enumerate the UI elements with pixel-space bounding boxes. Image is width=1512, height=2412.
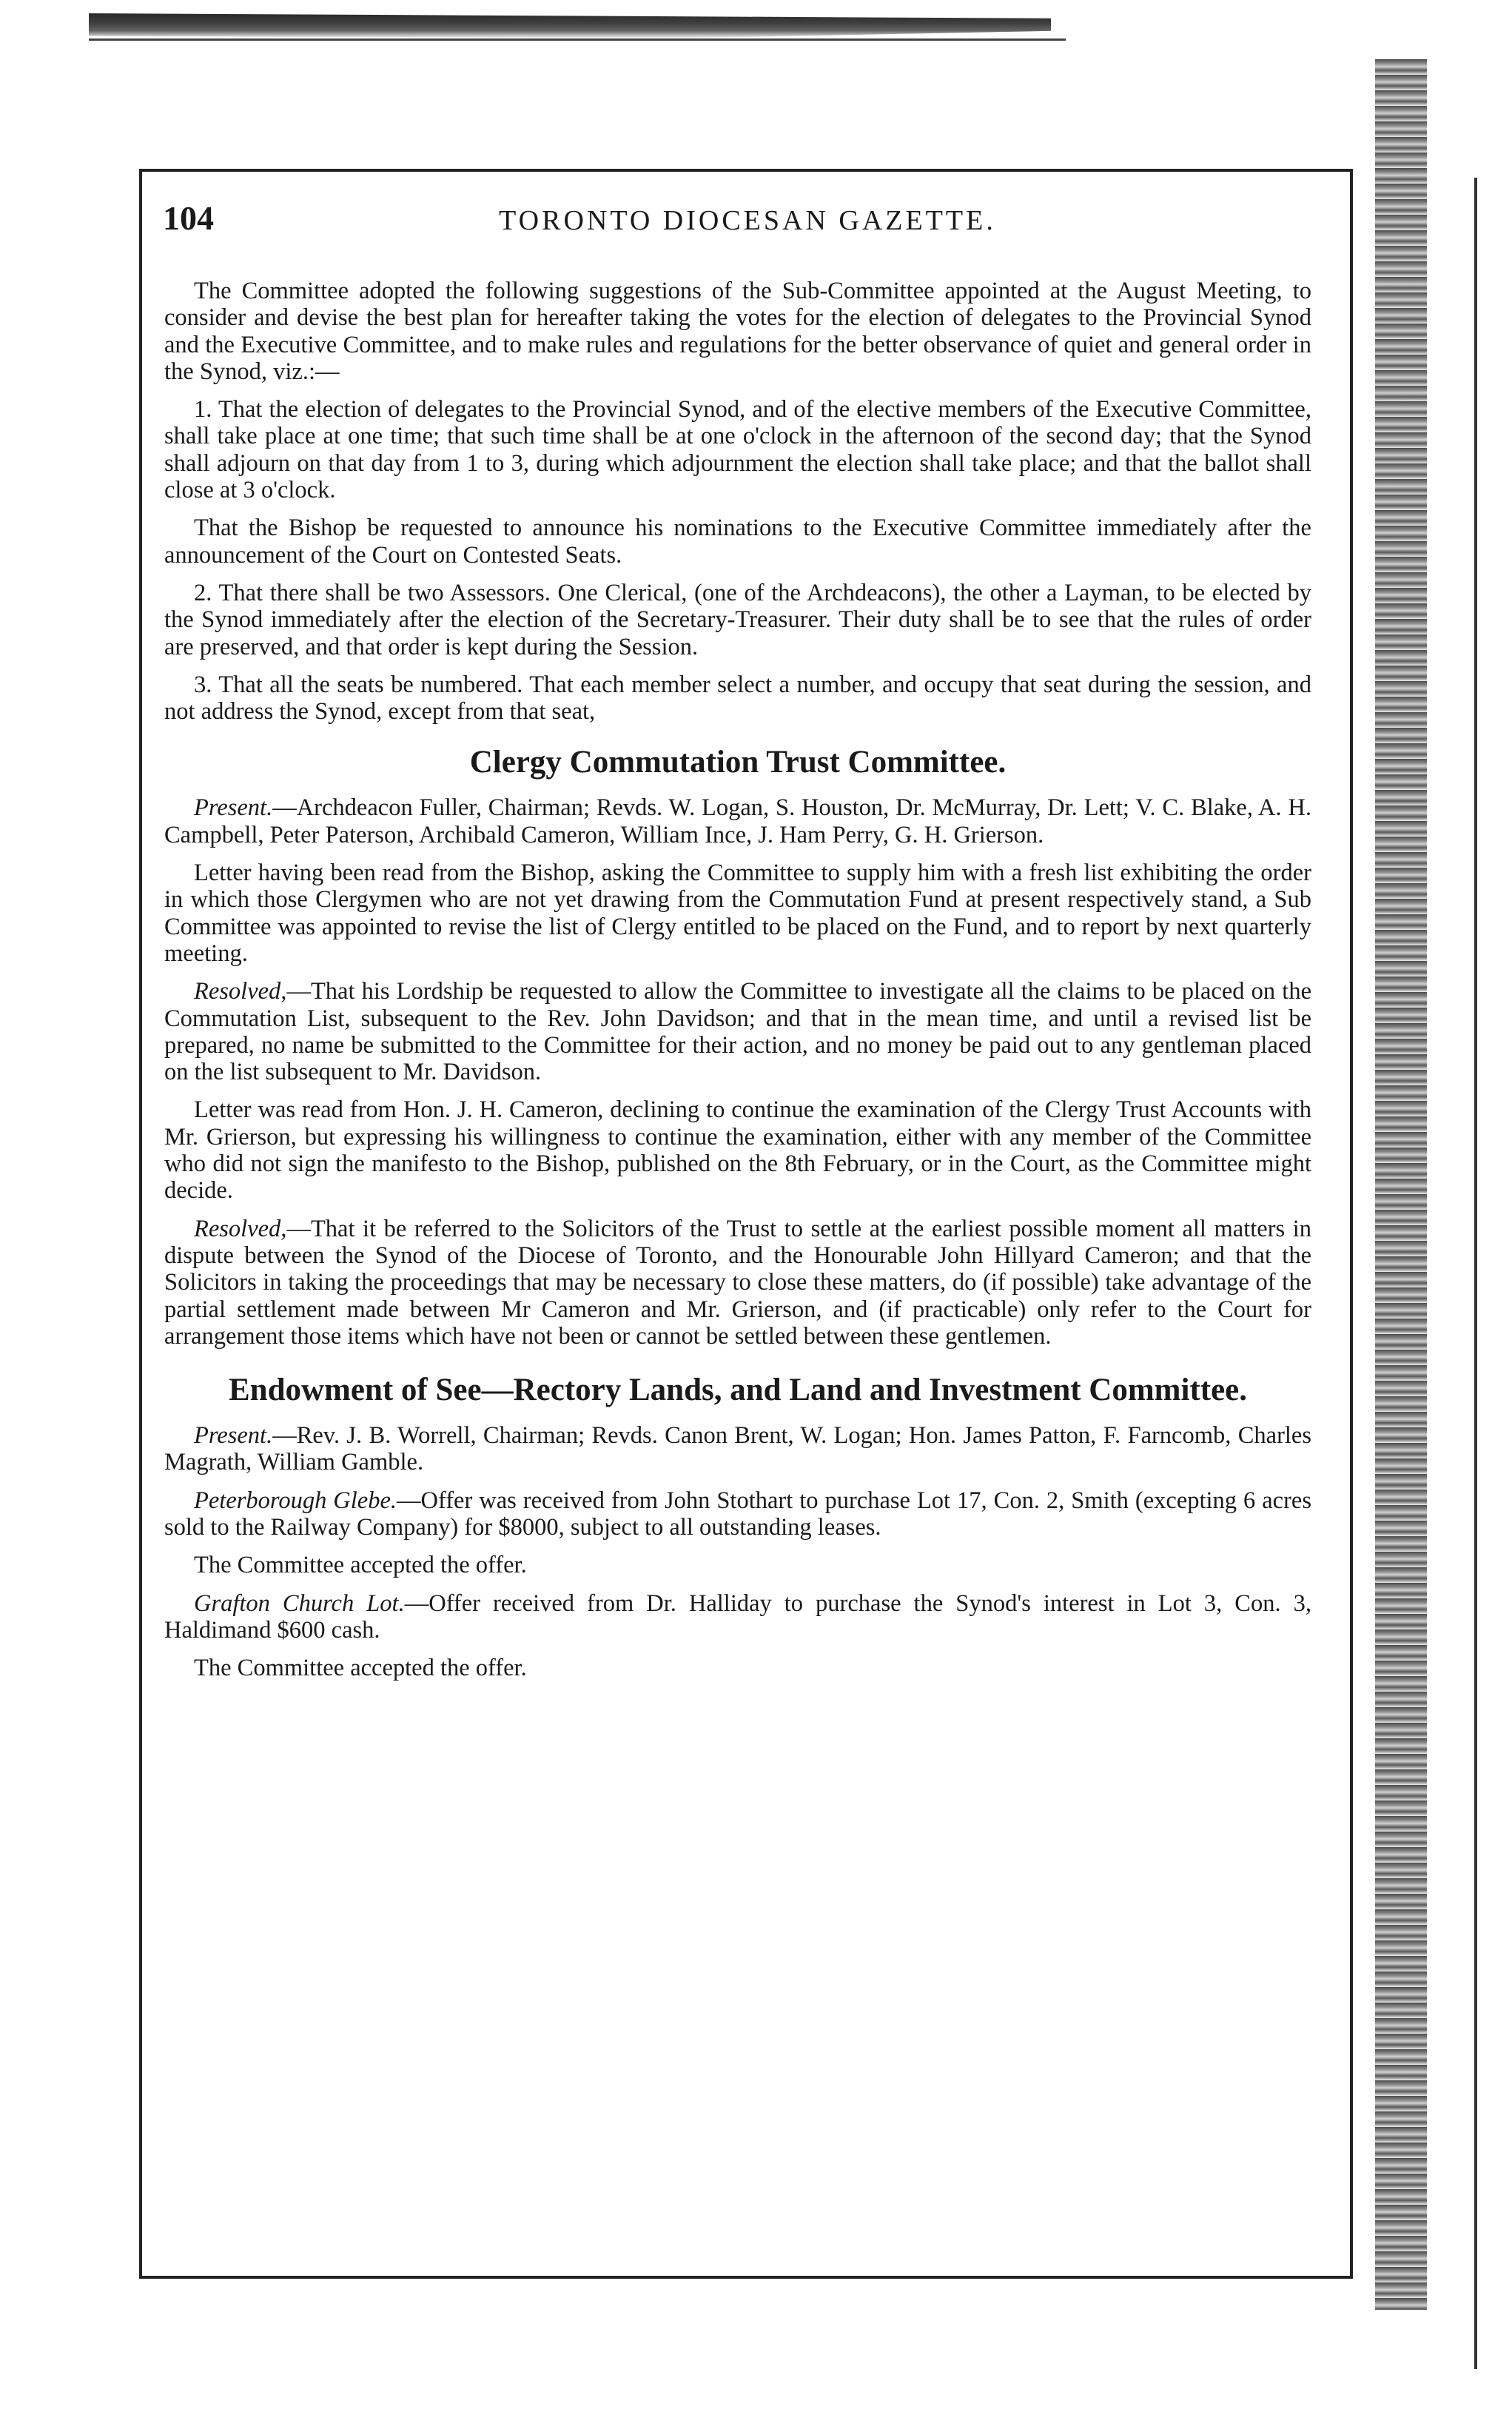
paragraph-clergy-present	[164, 794, 1311, 848]
scan-outer-edge	[1474, 178, 1477, 2369]
paragraph-rule-2: 2. That there shall be two Assessors. One Clerical, (one of the Archdeacons), the other a Layman, to be elected by the Synod immediately after the election of the Secretary-Treasurer. Their duty shall be to see that the rules of order are preserved, and that order is kept during the Session.	[164, 579, 1311, 660]
present-label: Present.	[194, 1422, 273, 1450]
present-members: —Archdeacon Fuller, Chairman; Revds. W. Logan, S. Houston, Dr. McMurray, Dr. Lett; V. C. Blake, A. H. Campbell, Peter Paterson, Archibald Cameron, William Ince, J. Ham Perry, G. H. Grierson.	[164, 794, 1311, 848]
paragraph-accepted-2: The Committee accepted the offer.	[194, 1655, 527, 1682]
paragraph-endowment-present	[164, 1422, 1311, 1476]
paragraph-peterborough-glebe	[164, 1487, 1311, 1541]
resolved-label: Resolved,	[194, 1215, 287, 1242]
paragraph-clergy-cameron-letter: Letter was read from Hon. J. H. Cameron, declining to continue the examination of the Clergy Trust Accounts with Mr. Grierson, but expressing his willingness to continue the examination, either with any member of the Committee who did not sign the manifesto to the Bishop, published on the 8th February, or in the Court, as the Committee might decide.	[164, 1096, 1311, 1205]
peterborough-text: —Offer was received from John Stothart to purchase Lot 17, Con. 2, Smith (excepting 6 acres sold to the Railway Company) for $8000, subject to all outstanding leases.	[164, 1487, 1312, 1541]
resolved-label: Resolved,	[194, 978, 287, 1005]
scan-binding-edge	[1375, 59, 1427, 2310]
paragraph-rule-3: 3. That all the seats be numbered. That each member select a number, and occupy that seat during the session, and not address the Synod, except from that seat,	[164, 671, 1311, 726]
paragraph-clergy-resolved-2	[164, 1216, 1311, 1350]
running-title: TORONTO DIOCESAN GAZETTE.	[499, 205, 996, 236]
page-number: 104	[163, 199, 214, 237]
grafton-label: Grafton Church Lot.	[194, 1589, 405, 1617]
page-header	[163, 198, 1332, 243]
paragraph-bishop-nominations: That the Bishop be requested to announce his nominations to the Executive Committee immediately after the announcement of the Court on Contested Seats.	[164, 515, 1311, 569]
resolved-text: —That it be referred to the Solicitors of the Trust to settle at the earliest possible moment all matters in dispute between the Synod of the Diocese of Toronto, and the Honourable John Hillyard Cameron; and that the Solicitors in taking the proceedings that may be necessary to close these matters, do (if possible) take advantage of the partial settlement made between Mr Cameron and Mr. Grierson, and (if practicable) only refer to the Court for arrangement those items which have not been or cannot be settled between these gentlemen.	[164, 1215, 1311, 1350]
present-members: —Rev. J. B. Worrell, Chairman; Revds. Canon Brent, W. Logan; Hon. James Patton, F. Farncomb, Charles Magrath, William Gamble.	[164, 1422, 1311, 1476]
scan-top-smudge	[89, 13, 1051, 38]
paragraph-accepted-1: The Committee accepted the offer.	[194, 1552, 527, 1579]
peterborough-label: Peterborough Glebe.	[194, 1487, 397, 1514]
paragraph-grafton-lot	[164, 1590, 1311, 1644]
section-heading-endowment: Endowment of See—Rectory Lands, and Land and Investment Committee.	[228, 1373, 1248, 1408]
paragraph-clergy-letter: Letter having been read from the Bishop, asking the Committee to supply him with a fresh list exhibiting the order in which those Clergymen who are not yet drawing from the Commutation Fund at present respectively stand, a Sub Committee was appointed to revise the list of Clergy entitled to be placed on the Fund, and to report by next quarterly meeting.	[164, 860, 1311, 967]
paragraph-rule-1: 1. That the election of delegates to the Provincial Synod, and of the elective members of the Executive Committee, shall take place at one time; that such time shall be at one o'clock in the afternoon of the second day; that the Synod shall adjourn on that day from 1 to 3, during which adjournment the election shall take place; and that the ballot shall close at 3 o'clock.	[164, 396, 1311, 504]
article-body	[164, 278, 1311, 1692]
present-label: Present.	[194, 794, 273, 822]
paragraph-clergy-resolved-1	[164, 978, 1311, 1085]
grafton-text: —Offer received from Dr. Halliday to purchase the Synod's interest in Lot 3, Con. 3, Haldimand $600 cash.	[164, 1589, 1311, 1644]
section-heading-clergy: Clergy Commutation Trust Committee.	[469, 745, 1007, 780]
paragraph-intro: The Committee adopted the following suggestions of the Sub-Committee appointed at the August Meeting, to consider and devise the best plan for hereafter taking the votes for the election of delegates to the Provincial Synod and the Executive Committee, and to make rules and regulations for the better observance of quiet and general order in the Synod, viz.:—	[164, 278, 1311, 385]
resolved-text: —That his Lordship be requested to allow the Committee to investigate all the claims to be placed on the Commutation List, subsequent to the Rev. John Davidson; and that in the mean time, and until a revised list be prepared, no name be submitted to the Committee for their action, and no money be paid out to any gentleman placed on the list subsequent to Mr. Davidson.	[164, 978, 1311, 1086]
scan-top-rule	[89, 38, 1066, 41]
